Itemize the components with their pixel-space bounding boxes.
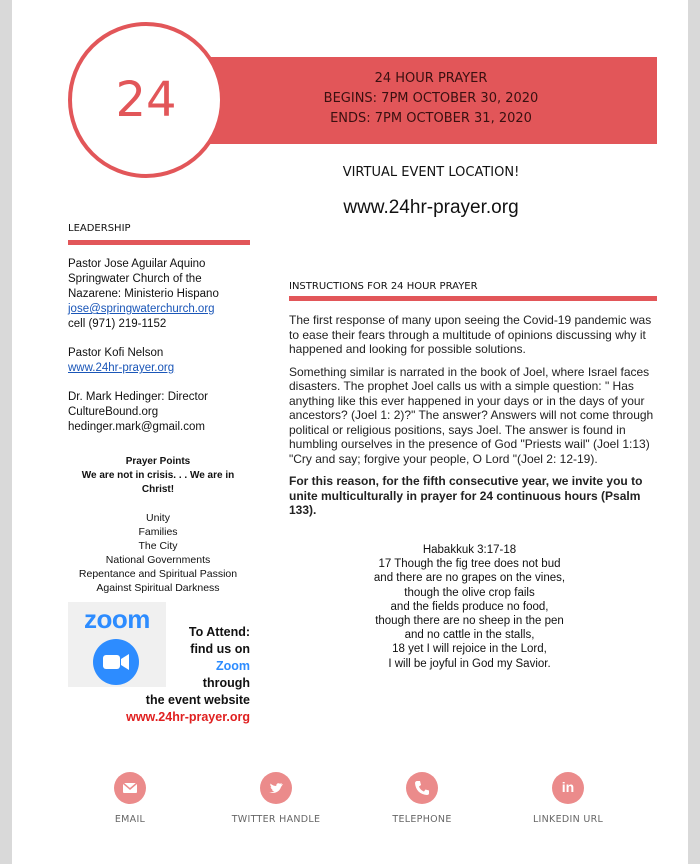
prayer-points-subtitle: We are not in crisis. . . We are in Christ! <box>81 470 235 495</box>
zoom-wordmark: zoom <box>84 604 150 634</box>
attend-line: find us on <box>190 642 250 656</box>
footer-twitter[interactable] <box>216 772 336 825</box>
instructions-title: INSTRUCTIONS FOR 24 HOUR PRAYER <box>289 281 478 292</box>
event-ends: ENDS: 7PM OCTOBER 31, 2020 <box>330 111 532 126</box>
attend-line: through <box>202 676 250 690</box>
footer-label: TWITTER HANDLE <box>231 814 321 825</box>
event-begins: BEGINS: 7PM OCTOBER 30, 2020 <box>323 91 539 106</box>
leader-org: Nazarene: Ministerio Hispano <box>68 288 219 300</box>
verse-line: and no cattle in the stalls, <box>404 629 535 642</box>
verse-reference: Habakkuk 3:17-18 <box>422 544 517 556</box>
prayer-point-item: Against Spiritual Darkness <box>96 582 220 594</box>
location-url[interactable]: www.24hr-prayer.org <box>343 197 519 218</box>
instructions-invitation: For this reason, for the fifth consecutive year, we invite you to unite multiculturally in prayer for 24 continuous hours (Psalm 133). <box>289 474 643 517</box>
prayer-point-item: The City <box>138 540 178 552</box>
attend-line: To Attend: <box>188 625 250 639</box>
leader-phone: cell (971) 219-1152 <box>68 318 167 330</box>
leadership-list <box>68 257 248 449</box>
prayer-points <box>68 455 248 595</box>
verse-line: 18 yet I will rejoice in the Lord, <box>392 643 547 656</box>
prayer-point-item: Repentance and Spiritual Passion <box>78 568 238 580</box>
location-label: VIRTUAL EVENT LOCATION! <box>342 165 520 180</box>
prayer-point-item: Unity <box>146 512 170 524</box>
leader-mark <box>68 390 248 435</box>
linkedin-glyph: in <box>561 779 575 795</box>
leader-org: CultureBound.org <box>68 406 159 418</box>
flyer-page <box>12 0 688 864</box>
event-website-link[interactable]: www.24hr-prayer.org <box>126 710 250 724</box>
leader-email-link[interactable]: jose@springwaterchurch.org <box>68 303 215 315</box>
leader-name: Pastor Kofi Nelson <box>68 347 164 359</box>
telephone-icon[interactable] <box>406 772 438 804</box>
leader-jose <box>68 257 248 332</box>
prayer-points-list <box>68 511 248 595</box>
instructions-body <box>289 313 655 526</box>
footer-label: EMAIL <box>114 814 146 825</box>
verse-line: I will be joyful in God my Savior. <box>388 657 551 670</box>
verse-line: though the olive crop fails <box>404 586 535 599</box>
linkedin-icon[interactable] <box>552 772 584 804</box>
prayer-point-item: National Governments <box>105 554 211 566</box>
scripture-verse <box>352 543 587 671</box>
footer-label: TELEPHONE <box>392 814 452 825</box>
leader-name: Pastor Jose Aguilar Aquino <box>68 258 206 270</box>
email-icon[interactable] <box>114 772 146 804</box>
instructions-divider <box>289 296 657 301</box>
footer-email[interactable] <box>70 772 190 825</box>
footer-linkedin[interactable] <box>508 772 628 825</box>
verse-line: and there are no grapes on the vines, <box>373 572 566 585</box>
hours-circle <box>68 22 224 178</box>
verse-line: though there are no sheep in the pen <box>375 615 564 628</box>
instructions-paragraph: The first response of many upon seeing the Covid-19 pandemic was to ease their fears through a multitude of opinions discussing why it happened and looking for possible solutions. <box>289 313 652 356</box>
attend-line: the event website <box>145 693 250 707</box>
leadership-divider <box>68 240 250 245</box>
instructions-paragraph: Something similar is narrated in the book of Joel, where Israel faces disasters. The prophet Joel calls us with a simple question: " Has anything like this ever happened in your days or in the days of your ancestors? (Joel 1: 2)?" The answer? Answers will not come through political or religious positions, says Joel. The answer is found in humbling ourselves in the presence of God "Priests wail" (Joel 1:13) "Cry and say; forgive your people, O Lord "(Joel 2: 12-19). <box>289 364 654 466</box>
leader-name: Dr. Mark Hedinger: Director <box>68 391 208 403</box>
event-title: 24 HOUR PRAYER <box>374 71 488 86</box>
attend-instructions <box>116 624 250 726</box>
leader-org: Springwater Church of the <box>68 273 202 285</box>
leader-kofi <box>68 346 248 376</box>
footer-telephone[interactable] <box>362 772 482 825</box>
leader-website-link[interactable]: www.24hr-prayer.org <box>68 362 175 374</box>
prayer-points-title: Prayer Points <box>125 456 191 467</box>
prayer-point-item: Families <box>138 526 178 538</box>
hours-number: 24 <box>115 72 177 128</box>
twitter-icon[interactable] <box>260 772 292 804</box>
zoom-link[interactable]: Zoom <box>215 659 250 673</box>
leader-email: hedinger.mark@gmail.com <box>68 421 205 433</box>
header-banner <box>205 57 657 144</box>
verse-line: and the fields produce no food, <box>390 600 549 613</box>
leadership-title: LEADERSHIP <box>68 223 131 234</box>
verse-line: 17 Though the fig tree does not bud <box>378 558 561 571</box>
footer-label: LINKEDIN URL <box>532 814 604 825</box>
